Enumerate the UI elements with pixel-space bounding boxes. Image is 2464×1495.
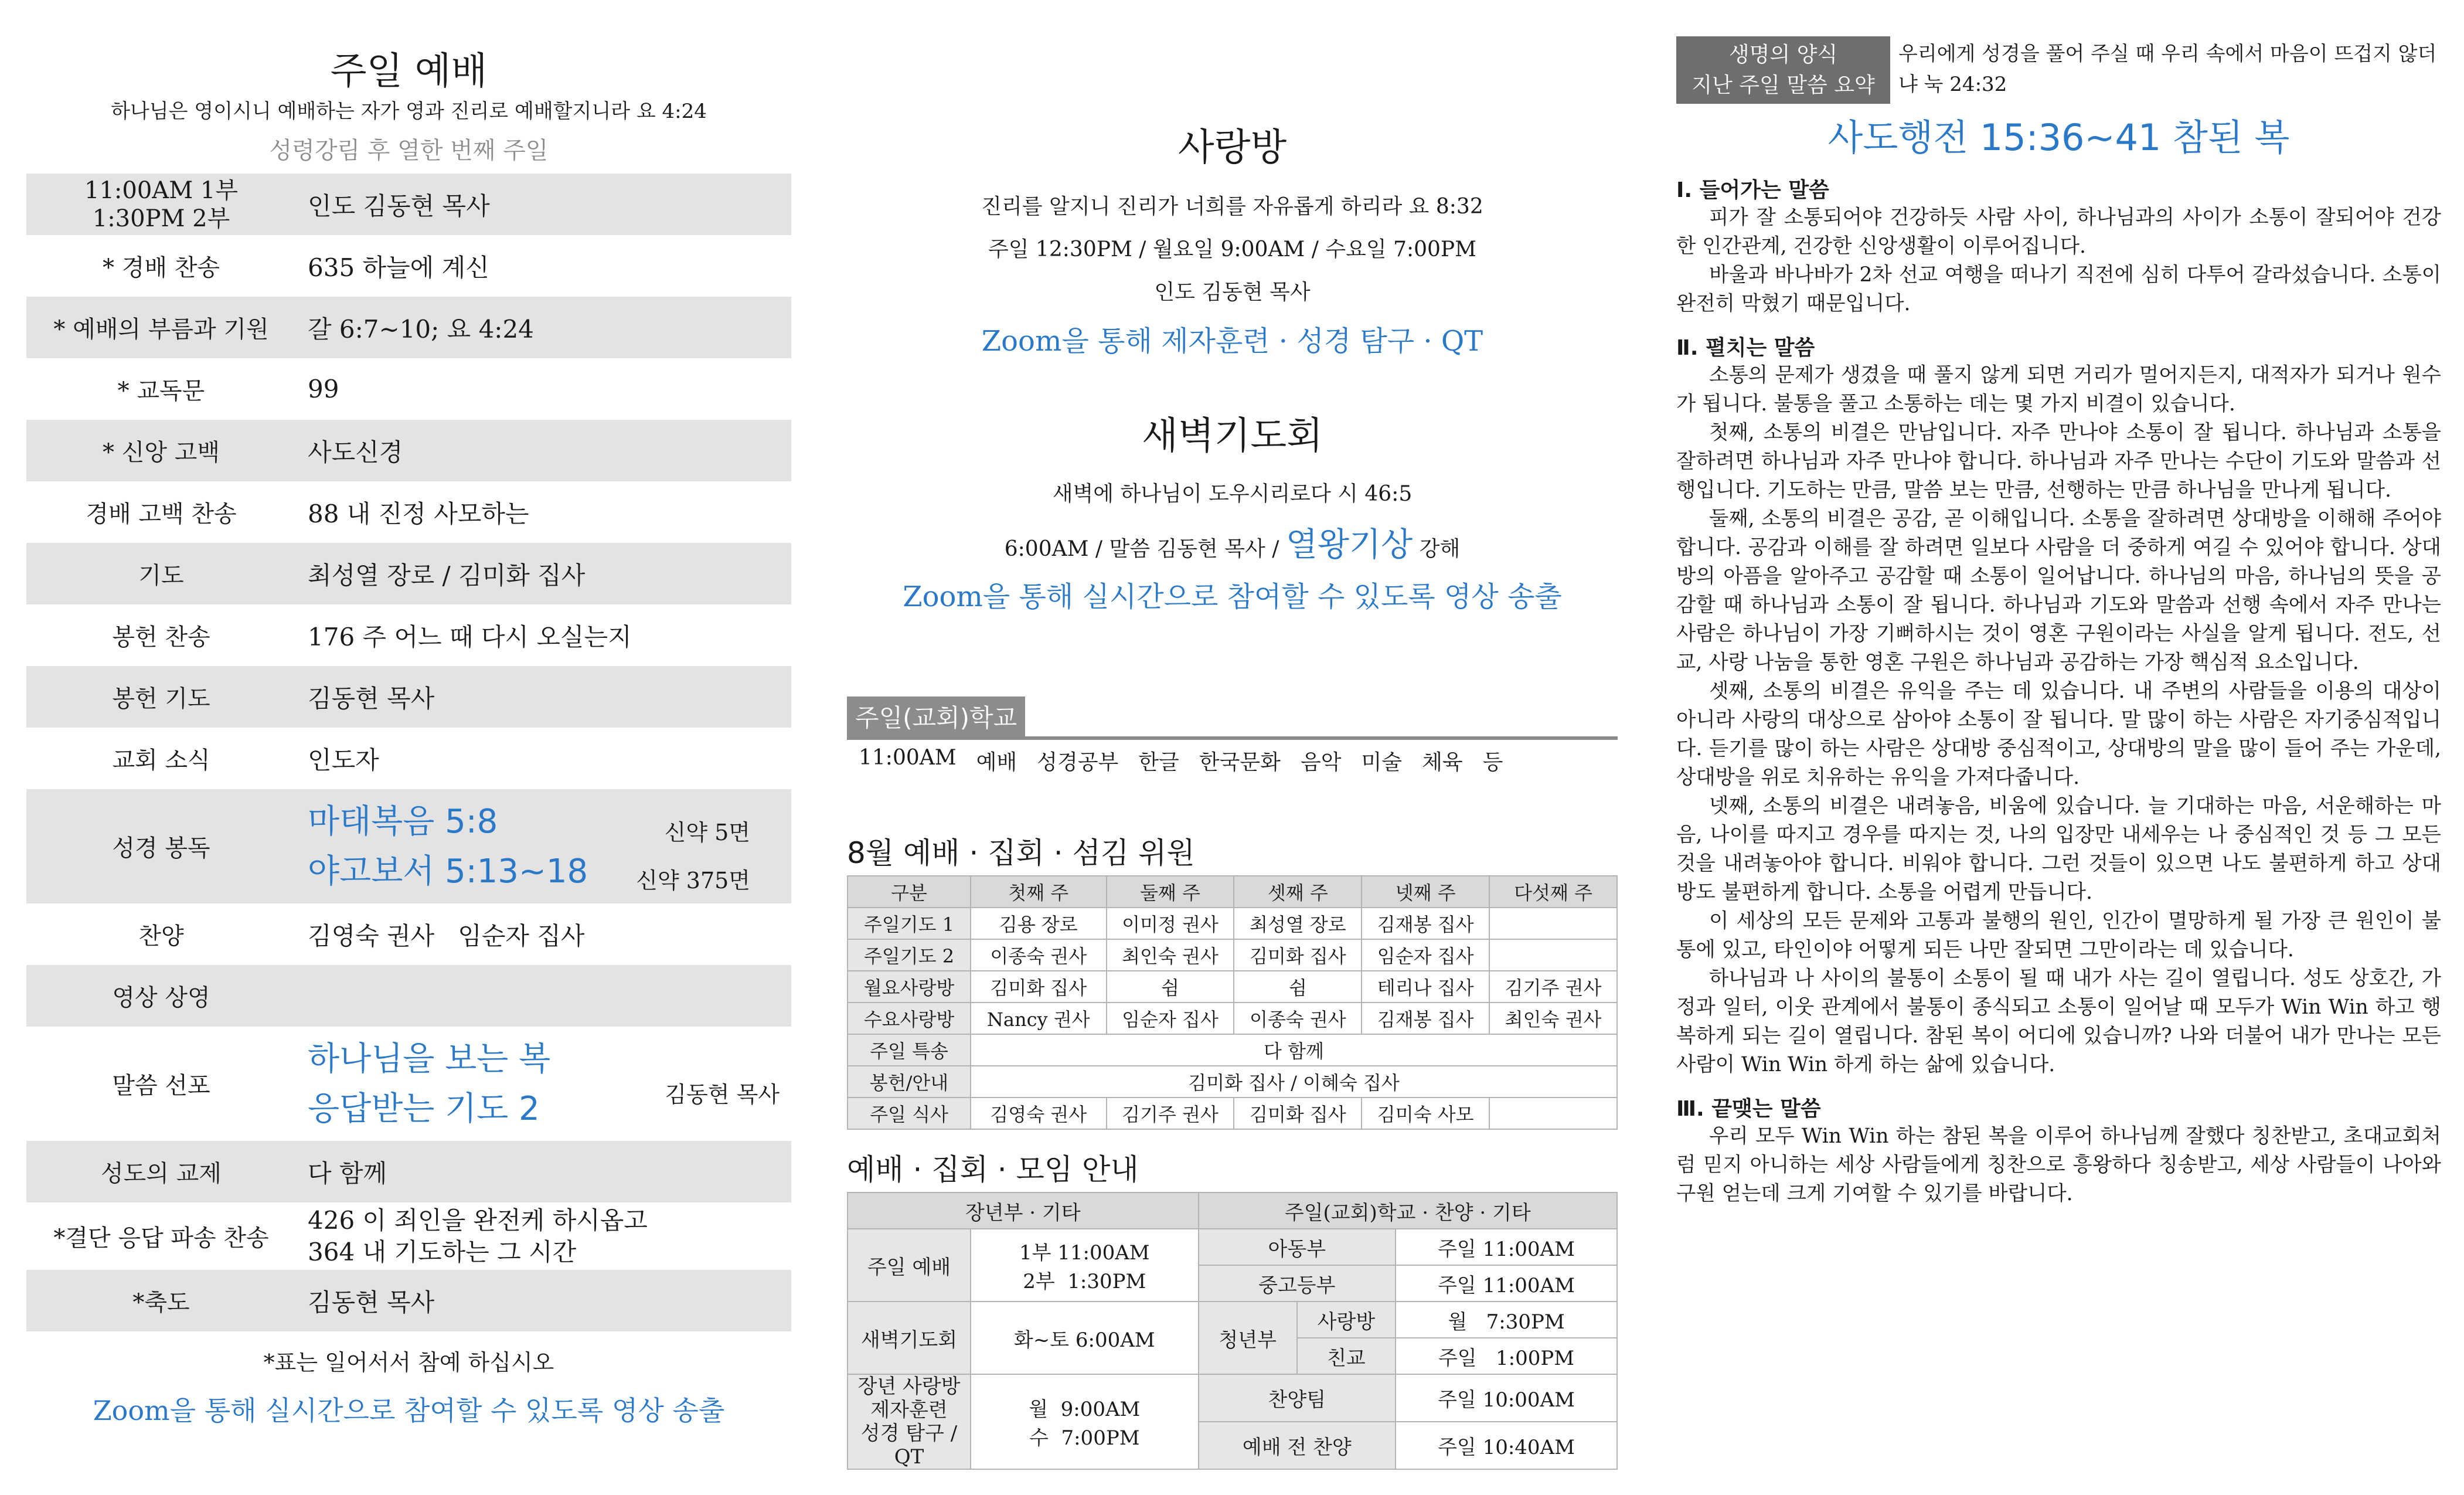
table-cell: 주일 10:40AM bbox=[1396, 1422, 1617, 1469]
order-label: 교회 소식 bbox=[112, 747, 210, 774]
school-item: 성경공부 bbox=[1037, 750, 1119, 774]
order-value: 인도자 bbox=[308, 745, 379, 774]
table-cell: 다 함께 bbox=[971, 1034, 1617, 1066]
table-row bbox=[848, 1302, 1617, 1338]
sunday-school bbox=[847, 696, 1618, 776]
dawn-prayer-book: 열왕기상 bbox=[1285, 526, 1413, 564]
table-cell: 봉헌/안내 bbox=[848, 1066, 971, 1098]
order-row bbox=[26, 728, 791, 789]
summary-paragraph: 첫째, 소통의 비결은 만남입니다. 자주 만나야 소통이 잘 됩니다. 하나님과 소통을 잘하려면 하나님과 자주 만나야 합니다. 하나님과 자주 만나는 수단이 기도와 말씀과 선행입니다. 기도하는 만큼, 말씀 보는 만큼, 선행하는 만큼 하나님을 만나게 됩니다. bbox=[1676, 421, 2441, 502]
table-cell: 최인숙 권사 bbox=[1489, 1003, 1617, 1034]
order-label: 말씀 선포 bbox=[112, 1072, 210, 1099]
dawn-prayer-title: 새벽기도회 bbox=[1141, 414, 1323, 458]
school-item: 체육 bbox=[1422, 750, 1463, 774]
sermon-preacher: 김동현 목사 bbox=[665, 1081, 780, 1107]
sarangbang-leader: 인도 김동현 목사 bbox=[1154, 280, 1311, 304]
adult-sarang-line-1: 장년 사랑방 bbox=[857, 1375, 961, 1398]
table-cell: 김미화 집사 / 이혜숙 집사 bbox=[971, 1066, 1617, 1098]
order-label: *결단 응답 파송 찬송 bbox=[53, 1225, 269, 1252]
table-cell: 주일 10:00AM bbox=[1396, 1374, 1617, 1422]
worship-subtitle: 성령강림 후 열한 번째 주일 bbox=[269, 137, 549, 164]
sermon-title-1: 하나님을 보는 복 bbox=[308, 1039, 551, 1078]
table-cell: 주일기도 1 bbox=[848, 908, 971, 939]
school-item: 11:00AM bbox=[859, 746, 957, 770]
sarangbang-title: 사랑방 bbox=[1177, 126, 1287, 169]
worship-verse: 하나님은 영이시니 예배하는 자가 영과 진리로 예배할지니라 요 4:24 bbox=[111, 100, 707, 123]
scripture-reading-2: 야고보서 5:13~18 bbox=[308, 852, 588, 891]
scripture-reading-1: 마태복음 5:8 bbox=[308, 802, 498, 841]
table-cell: 친교 bbox=[1297, 1338, 1396, 1374]
table-header-row bbox=[848, 876, 1617, 908]
order-label: * 교독문 bbox=[117, 378, 205, 405]
table-cell: 주일 11:00AM bbox=[1396, 1265, 1617, 1302]
summary-title: 사도행전 15:36~41 참된 복 bbox=[1827, 116, 2290, 159]
table-cell: 이종숙 권사 bbox=[971, 939, 1107, 971]
order-label: 영상 상영 bbox=[112, 984, 210, 1011]
worship-order-column bbox=[26, 0, 791, 1495]
table-cell bbox=[971, 1229, 1199, 1302]
table-row bbox=[848, 1374, 1617, 1422]
table-cell: 월요사랑방 bbox=[848, 971, 971, 1003]
order-value: 635 하늘에 계신 bbox=[308, 253, 489, 282]
table-cell bbox=[1489, 939, 1617, 971]
adult-sarang-line-3: 성경 탐구 / QT bbox=[860, 1422, 958, 1469]
order-value: 다 함께 bbox=[308, 1158, 387, 1188]
table-row bbox=[848, 1034, 1617, 1066]
table-cell: 김기주 권사 bbox=[1489, 971, 1617, 1003]
dawn-prayer-time: 6:00AM / 말씀 김동현 목사 / bbox=[1004, 537, 1286, 561]
summary-header bbox=[1676, 36, 2441, 104]
summary-paragraph: 소통의 문제가 생겼을 때 풀지 않게 되면 거리가 멀어지든지, 대적자가 되거나 원수가 됩니다. 불통을 풀고 소통하는 데는 몇 가지 비결이 있습니다. bbox=[1676, 363, 2441, 416]
table-row bbox=[848, 971, 1617, 1003]
order-label: 찬양 bbox=[138, 923, 184, 950]
sermon-title-2: 응답받는 기도 2 bbox=[308, 1089, 540, 1128]
order-row bbox=[26, 481, 791, 543]
guide-table bbox=[847, 1192, 1618, 1470]
school-item: 예배 bbox=[976, 750, 1017, 774]
section-heading-1: Ⅰ. 들어가는 말씀 bbox=[1676, 178, 1829, 202]
table-header: 셋째 주 bbox=[1234, 876, 1362, 908]
school-item: 미술 bbox=[1361, 750, 1403, 774]
meetings-column bbox=[847, 0, 1618, 1495]
table-row bbox=[848, 1003, 1617, 1034]
table-row bbox=[848, 1229, 1617, 1265]
response-hymn-2: 364 내 기도하는 그 시간 bbox=[308, 1237, 577, 1266]
table-cell: 주일 식사 bbox=[848, 1098, 971, 1129]
table-row bbox=[848, 908, 1617, 939]
adult-sarang-line-2: 제자훈련 bbox=[870, 1398, 948, 1422]
order-value: 김영숙 권사 임순자 집사 bbox=[308, 921, 585, 950]
table-cell: 아동부 bbox=[1199, 1229, 1396, 1265]
school-item: 한국문화 bbox=[1199, 750, 1281, 774]
order-value: 88 내 진정 사모하는 bbox=[308, 499, 529, 528]
worship-order bbox=[26, 174, 791, 1331]
summary-label-1: 생명의 양식 bbox=[1728, 43, 1838, 67]
table-cell: 새벽기도회 bbox=[848, 1302, 971, 1374]
order-value: 김동현 목사 bbox=[308, 684, 435, 713]
table-header: 넷째 주 bbox=[1362, 876, 1489, 908]
worship-title: 주일 예배 bbox=[330, 50, 488, 93]
table-cell: Nancy 권사 bbox=[971, 1003, 1107, 1034]
standing-note: *표는 일어서서 참예 하십시오 bbox=[263, 1350, 554, 1375]
summary-paragraph: 둘째, 소통의 비결은 공감, 곧 이해입니다. 소통을 잘하려면 상대방을 이해해 주어야 합니다. 공감과 이해를 잘 하려면 일보다 사람을 더 중하게 여길 수 있어야 합니다. 상대방의 아픔을 알아주고 공감할 때 소통이 일어납니다. 하나님의 마음, 하나님의 뜻을 공감할 때 하나님과 소통이 잘 됩니다. 하나님과 기도와 말씀과 선행 속에서 자주 만나는 사람은 하나님이 가장 기뻐하시는 것이 영혼 구원이라는 사실을 알게 됩니다. 전도, 선교, 사랑 나눔을 통한 영혼 구원은 하나님과 공감하는 가장 핵심적 요소입니다. bbox=[1676, 507, 2441, 674]
worship-time-2: 2부 1:30PM bbox=[1023, 1270, 1146, 1293]
summary-paragraph: 셋째, 소통의 비결은 유익을 주는 데 있습니다. 내 주변의 사람들을 이용의 대상이 아니라 사랑의 대상으로 삼아야 소통이 잘 됩니다. 말 많이 하는 사람은 자기중심적입니다. 듣기를 많이 하는 사람은 상대방 중심적이고, 상대방의 말을 많이 들어 주는 가운데, 상대방을 위로 치유하는 유익을 가져다줍니다. bbox=[1676, 679, 2441, 789]
zoom-notice: Zoom을 통해 실시간으로 참여할 수 있도록 영상 송출 bbox=[93, 1395, 725, 1426]
table-header: 장년부 · 기타 bbox=[848, 1192, 1199, 1229]
table-cell: 김미화 집사 bbox=[1234, 1098, 1362, 1129]
order-label: 봉헌 찬송 bbox=[112, 624, 210, 651]
table-cell bbox=[1489, 1098, 1617, 1129]
sunday-school-items bbox=[847, 740, 1618, 776]
order-row bbox=[26, 604, 791, 666]
order-label: 경배 고백 찬송 bbox=[86, 501, 237, 528]
section-heading-3: Ⅲ. 끝맺는 말씀 bbox=[1676, 1097, 1821, 1121]
order-row bbox=[26, 1270, 791, 1331]
table-cell: 김재봉 집사 bbox=[1362, 1003, 1489, 1034]
summary-paragraph: 피가 잘 소통되어야 건강하듯 사람 사이, 하나님과의 사이가 소통이 잘되어야 건강한 인간관계, 건강한 신앙생활이 이루어집니다. bbox=[1676, 206, 2441, 258]
table-cell bbox=[848, 1374, 971, 1469]
order-label: *축도 bbox=[132, 1289, 190, 1316]
dawn-prayer-info bbox=[847, 519, 1618, 566]
table-cell: 이종숙 권사 bbox=[1234, 1003, 1362, 1034]
summary-verse: 우리에게 성경을 풀어 주실 때 우리 속에서 마음이 뜨겁지 않더냐 눅 24:32 bbox=[1898, 42, 2437, 96]
table-cell: 김기주 권사 bbox=[1107, 1098, 1234, 1129]
summary-label-2: 지난 주일 말씀 요약 bbox=[1692, 73, 1875, 97]
sermon-summary-column bbox=[1676, 0, 2441, 1495]
section-heading-2: Ⅱ. 펼치는 말씀 bbox=[1676, 336, 1815, 360]
table-header: 주일(교회)학교 · 찬양 · 기타 bbox=[1199, 1192, 1617, 1229]
committee-title: 8월 예배 · 집회 · 섬김 위원 bbox=[847, 836, 1195, 870]
summary-paragraph: 넷째, 소통의 비결은 내려놓음, 비움에 있습니다. 늘 기대하는 마음, 서운해하는 마음, 나이를 따지고 경우를 따지는 것, 나의 입장만 내세우는 나 중심적인 것 등 그 모든 것을 내려놓아야 합니다. 비워야 합니다. 그런 것들이 있으면 나도 불편하게 하고 상대방도 불편하게 합니다. 소통을 어렵게 만듭니다. bbox=[1676, 794, 2441, 904]
table-cell: 임순자 집사 bbox=[1362, 939, 1489, 971]
table-cell: 주일 특송 bbox=[848, 1034, 971, 1066]
table-cell: 김용 장로 bbox=[971, 908, 1107, 939]
table-cell: 예배 전 찬양 bbox=[1199, 1422, 1396, 1469]
service-time-2: 1:30PM 2부 bbox=[92, 205, 230, 232]
table-cell: 월 7:30PM bbox=[1396, 1302, 1617, 1338]
order-value: 김동현 목사 bbox=[308, 1287, 435, 1317]
adult-time-2: 수 7:00PM bbox=[1029, 1426, 1140, 1450]
order-value: 99 bbox=[308, 375, 339, 403]
order-row-time bbox=[26, 174, 791, 235]
order-row bbox=[26, 235, 791, 297]
order-row bbox=[26, 1141, 791, 1202]
adult-time-1: 월 9:00AM bbox=[1029, 1398, 1141, 1421]
order-row bbox=[26, 543, 791, 604]
scripture-page-2: 신약 375면 bbox=[636, 867, 750, 893]
table-cell: 최성열 장로 bbox=[1234, 908, 1362, 939]
school-item: 음악 bbox=[1300, 750, 1342, 774]
table-cell: 화~토 6:00AM bbox=[971, 1302, 1199, 1374]
table-header: 첫째 주 bbox=[971, 876, 1107, 908]
table-cell: 김미숙 사모 bbox=[1362, 1098, 1489, 1129]
order-label: 기도 bbox=[138, 562, 184, 589]
table-cell: 주일 예배 bbox=[848, 1229, 971, 1302]
order-label: * 예배의 부름과 기원 bbox=[53, 316, 269, 343]
table-cell: 주일기도 2 bbox=[848, 939, 971, 971]
order-row-scripture bbox=[26, 789, 791, 903]
table-row bbox=[848, 1098, 1617, 1129]
guide-title: 예배 · 집회 · 모임 안내 bbox=[847, 1153, 1139, 1187]
table-cell bbox=[971, 1374, 1199, 1469]
order-row bbox=[26, 358, 791, 420]
order-label: * 경배 찬송 bbox=[103, 254, 220, 281]
response-hymn-1: 426 이 죄인을 완전케 하시옵고 bbox=[308, 1205, 648, 1235]
table-cell: 주일 1:00PM bbox=[1396, 1338, 1617, 1374]
order-value: 176 주 어느 때 다시 오실는지 bbox=[308, 622, 632, 651]
order-row bbox=[26, 420, 791, 481]
table-cell: 이미정 권사 bbox=[1107, 908, 1234, 939]
table-header-row bbox=[848, 1192, 1617, 1229]
table-header: 구분 bbox=[848, 876, 971, 908]
sarangbang-zoom: Zoom을 통해 제자훈련 · 성경 탐구 · QT bbox=[981, 325, 1483, 358]
summary-paragraph: 하나님과 나 사이의 불통이 소통이 될 때 내가 사는 길이 열립니다. 성도 상호간, 가정과 일터, 이웃 관계에서 불통이 종식되고 소통이 일어날 때 모두가 Win Win 하고 행복하게 되는 길이 열립니다. 참된 복이 어디에 있습니까? 나와 더불어 내가 만나는 모든 사람이 Win Win 하게 하는 삶에 있습니다. bbox=[1676, 967, 2441, 1076]
order-value: 최성열 장로 / 김미화 집사 bbox=[308, 560, 586, 590]
table-cell: 김재봉 집사 bbox=[1362, 908, 1489, 939]
table-cell: 찬양팀 bbox=[1199, 1374, 1396, 1422]
order-label: * 신앙 고백 bbox=[103, 439, 220, 466]
table-row bbox=[848, 939, 1617, 971]
scripture-page-1: 신약 5면 bbox=[664, 819, 750, 845]
summary-paragraph: 바울과 바나바가 2차 선교 여행을 떠나기 직전에 심히 다투어 갈라섰습니다. 소통이 완전히 막혔기 때문입니다. bbox=[1676, 263, 2441, 315]
order-row-sermon bbox=[26, 1027, 791, 1141]
sarangbang-verse: 진리를 알지니 진리가 너희를 자유롭게 하리라 요 8:32 bbox=[981, 195, 1483, 219]
order-value: 갈 6:7~10; 요 4:24 bbox=[308, 314, 534, 344]
table-cell: 김미화 집사 bbox=[1234, 939, 1362, 971]
table-cell: 사랑방 bbox=[1297, 1302, 1396, 1338]
table-cell: 중고등부 bbox=[1199, 1265, 1396, 1302]
order-row bbox=[26, 666, 791, 728]
worship-time-1: 1부 11:00AM bbox=[1019, 1241, 1150, 1265]
table-cell: 청년부 bbox=[1199, 1302, 1297, 1374]
order-row bbox=[26, 297, 791, 358]
committee-table bbox=[847, 875, 1618, 1130]
dawn-prayer-verse: 새벽에 하나님이 도우시리로다 시 46:5 bbox=[1052, 482, 1413, 506]
table-cell: 최인숙 권사 bbox=[1107, 939, 1234, 971]
summary-label-box bbox=[1676, 36, 1890, 104]
sarangbang-times: 주일 12:30PM / 월요일 9:00AM / 수요일 7:00PM bbox=[988, 237, 1477, 261]
order-value: 사도신경 bbox=[308, 437, 403, 467]
order-row bbox=[26, 965, 791, 1027]
service-leader: 인도 김동현 목사 bbox=[308, 191, 490, 220]
table-cell: 김미화 집사 bbox=[971, 971, 1107, 1003]
summary-paragraph: 이 세상의 모든 문제와 고통과 불행의 원인, 인간이 멸망하게 될 가장 큰 원인이 불통에 있고, 타인이야 어떻게 되든 나만 잘되면 그만이라는 데 있습니다. bbox=[1676, 909, 2441, 961]
dawn-prayer-zoom: Zoom을 통해 실시간으로 참여할 수 있도록 영상 송출 bbox=[903, 580, 1562, 613]
order-row bbox=[26, 1202, 791, 1270]
table-header: 둘째 주 bbox=[1107, 876, 1234, 908]
order-label: 봉헌 기도 bbox=[112, 685, 210, 712]
summary-paragraph: 우리 모두 Win Win 하는 참된 복을 이루어 하나님께 잘했다 칭찬받고, 초대교회처럼 믿지 아니하는 세상 사람들에게 칭찬으로 흥왕하다 칭송받고, 세상 사람들이 나아와 구원 얻는데 크게 기여할 수 있기를 바랍니다. bbox=[1676, 1124, 2441, 1205]
table-cell: 쉼 bbox=[1234, 971, 1362, 1003]
order-row bbox=[26, 903, 791, 965]
table-cell: 쉼 bbox=[1107, 971, 1234, 1003]
order-label: 성도의 교제 bbox=[101, 1160, 222, 1187]
table-cell: 테리나 집사 bbox=[1362, 971, 1489, 1003]
table-cell: 김영숙 권사 bbox=[971, 1098, 1107, 1129]
school-item: 한글 bbox=[1138, 750, 1179, 774]
order-label: 성경 봉독 bbox=[112, 835, 210, 862]
table-cell: 임순자 집사 bbox=[1107, 1003, 1234, 1034]
table-cell: 수요사랑방 bbox=[848, 1003, 971, 1034]
table-row bbox=[848, 1066, 1617, 1098]
table-cell: 주일 11:00AM bbox=[1396, 1229, 1617, 1265]
dawn-prayer-suffix: 강해 bbox=[1413, 537, 1461, 561]
sunday-school-tab: 주일(교회)학교 bbox=[847, 696, 1025, 736]
service-time-1: 11:00AM 1부 bbox=[84, 176, 238, 204]
school-item: 등 bbox=[1482, 750, 1503, 774]
table-cell bbox=[1489, 908, 1617, 939]
table-header: 다섯째 주 bbox=[1489, 876, 1617, 908]
